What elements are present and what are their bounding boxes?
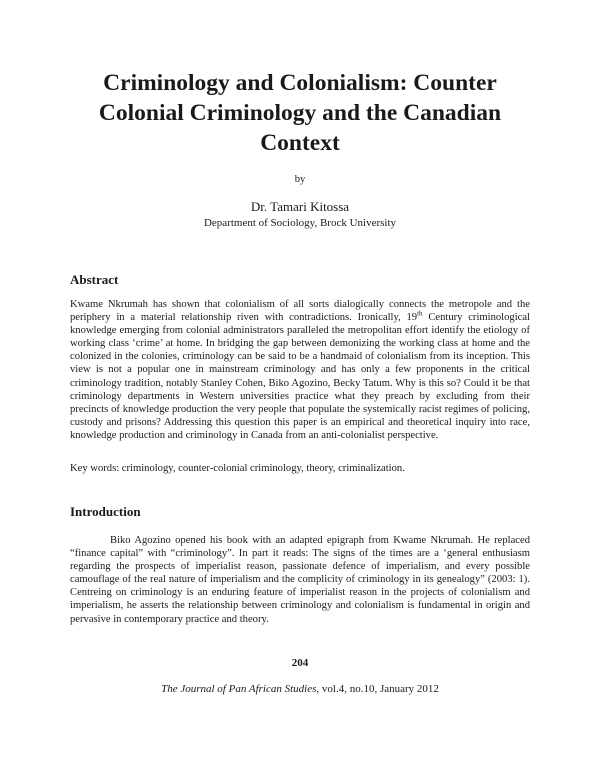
abstract-keywords: Key words: criminology, counter-colonial criminology, theory, criminalization. — [70, 463, 405, 474]
author-name: Dr. Tamari Kitossa — [250, 199, 350, 214]
journal-name: The Journal of Pan African Studies — [161, 683, 317, 695]
abstract-superscript: th — [417, 309, 423, 318]
title-line-3: Context — [260, 130, 340, 156]
author-affiliation: Department of Sociology, Brock University — [203, 217, 397, 229]
abstract-heading: Abstract — [70, 272, 119, 287]
introduction-heading: Introduction — [70, 504, 141, 519]
journal-footer — [0, 683, 600, 695]
abstract-text — [70, 298, 530, 442]
journal-details: , vol.4, no.10, January 2012 — [316, 683, 439, 695]
abstract-text-part-2: Century criminological knowledge emerging from colonial administrators paralleled the metropolitan effort identify the etiology of working class ‘crime’ at home. In bridging the gap between demonizing the working class at home and the colonized in the colonies, criminology can be said to be a handmaid of colonialism from its inception. This view is not a popular one in mainstream criminology and has only a few proponents in the critical criminology tradition, notably Stanley Cohen, Biko Agozino, Becky Tatum. Why is this so? Could it be that criminology departments in Western universities practice what they preach by excluding from their precincts of knowledge production the very people that populate the systemically racist regimes of policing, custody and prisons? Addressing this question this paper is an empirical and theoretical inquiry into race, knowledge production and criminology in Canada from an anti-colonialist perspective. — [70, 312, 530, 441]
title-line-1: Criminology and Colonialism: Counter — [103, 70, 497, 96]
introduction-text: Biko Agozino opened his book with an adapted epigraph from Kwame Nkrumah. He replaced “finance capital” with “criminology”. In part it reads: The signs of the times are a ‘general enthusiasm regarding the prospects of imperialist reason, passionate defence of imperialism, and every possible camouflage of the real nature of imperialism and the complicity of criminology in its genealogy” (2003: 1). Centreing on criminology is an enduring feature of imperialist reason in the projects of colonialism and imperialism, he asserts the relationship between criminology and colonialism is fundamental in origin and pervasive in contemporary practice and theory. — [70, 535, 530, 625]
by-line: by — [294, 174, 306, 185]
abstract-text-part-1: Kwame Nkrumah has shown that colonialism of all sorts dialogically connects the metropole and the periphery in a material relationship riven with contradictions. Ironically, 19 — [70, 299, 530, 324]
title-line-2: Colonial Criminology and the Canadian — [98, 100, 502, 126]
paper-title — [60, 68, 540, 158]
page-number: 204 — [291, 657, 309, 669]
